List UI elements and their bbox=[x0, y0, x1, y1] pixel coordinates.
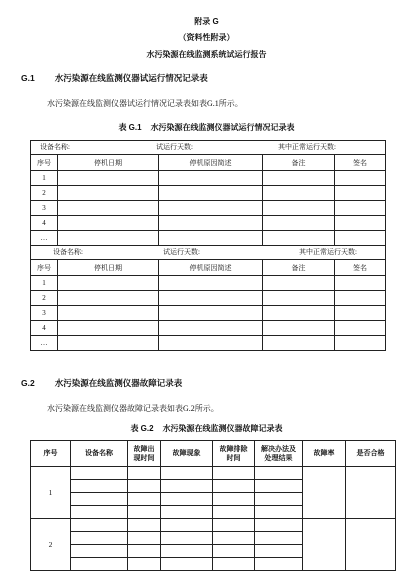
fault-rate-cell bbox=[303, 467, 346, 519]
stop-date-cell bbox=[58, 336, 159, 351]
appendix-label: 附录 G bbox=[194, 17, 219, 26]
qualified-cell bbox=[346, 519, 396, 571]
stop-reason-cell bbox=[159, 276, 263, 291]
row-number: 1 bbox=[31, 171, 58, 186]
appendix-type: （资料性附录） bbox=[178, 33, 235, 42]
trial-days-label: 试运行天数: bbox=[163, 248, 200, 256]
column-header-index: 序号 bbox=[31, 155, 58, 171]
table-row bbox=[31, 231, 386, 246]
column-header-remarks: 备注 bbox=[263, 155, 335, 171]
stop-reason-cell bbox=[159, 291, 263, 306]
table-title: 水污染源在线监测仪器试运行情况记录表 bbox=[150, 123, 295, 132]
device-name-cell bbox=[71, 480, 128, 493]
fault-time-cell bbox=[128, 493, 161, 506]
column-header-device-name: 设备名称 bbox=[71, 441, 128, 467]
normal-days-label: 其中正常运行天数: bbox=[299, 248, 357, 256]
signature-cell bbox=[335, 216, 386, 231]
fault-symptom-cell bbox=[161, 506, 213, 519]
table-row bbox=[31, 186, 386, 201]
remarks-cell bbox=[263, 186, 335, 201]
device-info bbox=[31, 246, 385, 259]
fault-time-cell bbox=[128, 480, 161, 493]
row-number: 3 bbox=[31, 306, 58, 321]
stop-reason-cell bbox=[159, 321, 263, 336]
table-caption-g2 bbox=[0, 424, 413, 434]
stop-date-cell bbox=[58, 231, 159, 246]
remarks-cell bbox=[263, 291, 335, 306]
remarks-cell bbox=[263, 231, 335, 246]
fault-clear-time-cell bbox=[213, 519, 255, 532]
column-header-stop-reason: 停机原因简述 bbox=[159, 155, 263, 171]
fault-time-cell bbox=[128, 545, 161, 558]
fault-symptom-cell bbox=[161, 493, 213, 506]
remarks-cell bbox=[263, 321, 335, 336]
fault-symptom-cell bbox=[161, 532, 213, 545]
device-info-row bbox=[31, 246, 386, 260]
fault-clear-time-cell bbox=[213, 493, 255, 506]
table-row bbox=[31, 291, 386, 306]
stop-reason-cell bbox=[159, 306, 263, 321]
stop-reason-cell bbox=[159, 231, 263, 246]
fault-time-cell bbox=[128, 519, 161, 532]
fault-clear-time-cell bbox=[213, 506, 255, 519]
table-row bbox=[31, 519, 396, 532]
stop-date-cell bbox=[58, 216, 159, 231]
appendix-title: 水污染源在线监测系统试运行报告 bbox=[146, 50, 267, 59]
row-number: … bbox=[31, 231, 58, 246]
fault-time-cell bbox=[128, 558, 161, 571]
device-info-cell bbox=[31, 141, 386, 155]
row-number: 3 bbox=[31, 201, 58, 216]
table-header-row bbox=[31, 441, 396, 467]
stop-reason-cell bbox=[159, 201, 263, 216]
column-header-signature: 签名 bbox=[335, 155, 386, 171]
remarks-cell bbox=[263, 216, 335, 231]
column-header-index: 序号 bbox=[31, 260, 58, 276]
row-number: 2 bbox=[31, 291, 58, 306]
qualified-cell bbox=[346, 467, 396, 519]
section-number: G.2 bbox=[21, 378, 35, 388]
signature-cell bbox=[335, 336, 386, 351]
resolution-cell bbox=[255, 493, 303, 506]
table-g2-group-1 bbox=[31, 467, 396, 519]
table-number: 表 G.1 bbox=[118, 123, 142, 132]
trial-days-label: 试运行天数: bbox=[156, 143, 193, 151]
stop-date-cell bbox=[58, 171, 159, 186]
row-number: … bbox=[31, 336, 58, 351]
row-number: 1 bbox=[31, 276, 58, 291]
table-g2 bbox=[30, 440, 396, 571]
stop-date-cell bbox=[58, 321, 159, 336]
table-number: 表 G.2 bbox=[130, 424, 154, 433]
resolution-cell bbox=[255, 467, 303, 480]
column-header-index: 序号 bbox=[31, 441, 71, 467]
section-intro-g1: 水污染源在线监测仪器试运行情况记录表如表G.1所示。 bbox=[47, 99, 243, 108]
fault-time-cell bbox=[128, 467, 161, 480]
fault-clear-time-cell bbox=[213, 532, 255, 545]
column-header-stop-reason: 停机原因简述 bbox=[159, 260, 263, 276]
signature-cell bbox=[335, 306, 386, 321]
group-number: 2 bbox=[31, 519, 71, 571]
remarks-cell bbox=[263, 336, 335, 351]
column-header-signature: 签名 bbox=[335, 260, 386, 276]
group-number: 1 bbox=[31, 467, 71, 519]
device-name-cell bbox=[71, 506, 128, 519]
remarks-cell bbox=[263, 201, 335, 216]
device-name-cell bbox=[71, 532, 128, 545]
stop-reason-cell bbox=[159, 216, 263, 231]
stop-date-cell bbox=[58, 201, 159, 216]
table-header-row bbox=[31, 260, 386, 276]
section-heading-g1 bbox=[21, 73, 208, 83]
fault-rate-cell bbox=[303, 519, 346, 571]
section-intro-g2: 水污染源在线监测仪器故障记录表如表G.2所示。 bbox=[47, 404, 219, 413]
table-row bbox=[31, 171, 386, 186]
section-title: 水污染源在线监测仪器故障记录表 bbox=[54, 378, 183, 388]
device-name-label: 设备名称: bbox=[40, 143, 70, 151]
signature-cell bbox=[335, 231, 386, 246]
fault-clear-time-cell bbox=[213, 558, 255, 571]
fault-symptom-cell bbox=[161, 519, 213, 532]
signature-cell bbox=[335, 201, 386, 216]
signature-cell bbox=[335, 291, 386, 306]
table-row bbox=[31, 216, 386, 231]
column-header-fault-rate: 故障率 bbox=[303, 441, 346, 467]
resolution-cell bbox=[255, 519, 303, 532]
stop-reason-cell bbox=[159, 336, 263, 351]
row-number: 4 bbox=[31, 321, 58, 336]
resolution-cell bbox=[255, 545, 303, 558]
fault-clear-time-cell bbox=[213, 480, 255, 493]
fault-clear-time-cell bbox=[213, 467, 255, 480]
fault-symptom-cell bbox=[161, 480, 213, 493]
row-number: 4 bbox=[31, 216, 58, 231]
column-header-stop-date: 停机日期 bbox=[58, 260, 159, 276]
remarks-cell bbox=[263, 276, 335, 291]
column-header-stop-date: 停机日期 bbox=[58, 155, 159, 171]
stop-reason-cell bbox=[159, 171, 263, 186]
column-header-resolution: 解决办法及 处理结果 bbox=[255, 441, 303, 467]
resolution-cell bbox=[255, 532, 303, 545]
fault-symptom-cell bbox=[161, 467, 213, 480]
resolution-cell bbox=[255, 558, 303, 571]
resolution-cell bbox=[255, 506, 303, 519]
table-header-row bbox=[31, 155, 386, 171]
column-header-qualified: 是否合格 bbox=[346, 441, 396, 467]
remarks-cell bbox=[263, 171, 335, 186]
normal-days-label: 其中正常运行天数: bbox=[278, 143, 336, 151]
stop-date-cell bbox=[58, 291, 159, 306]
table-row bbox=[31, 467, 396, 480]
table-row bbox=[31, 321, 386, 336]
table-row bbox=[31, 201, 386, 216]
device-name-cell bbox=[71, 519, 128, 532]
table-g1-block-2 bbox=[31, 246, 386, 351]
device-info-row bbox=[31, 141, 386, 155]
device-name-cell bbox=[71, 545, 128, 558]
row-number: 2 bbox=[31, 186, 58, 201]
fault-symptom-cell bbox=[161, 545, 213, 558]
column-header-fault-symptom: 故障现象 bbox=[161, 441, 213, 467]
stop-date-cell bbox=[58, 276, 159, 291]
device-name-label: 设备名称: bbox=[53, 248, 83, 256]
table-row bbox=[31, 336, 386, 351]
signature-cell bbox=[335, 171, 386, 186]
stop-reason-cell bbox=[159, 186, 263, 201]
table-caption-g1 bbox=[0, 123, 413, 133]
resolution-cell bbox=[255, 480, 303, 493]
device-info-cell bbox=[31, 246, 386, 260]
column-header-remarks: 备注 bbox=[263, 260, 335, 276]
stop-date-cell bbox=[58, 306, 159, 321]
signature-cell bbox=[335, 321, 386, 336]
signature-cell bbox=[335, 186, 386, 201]
table-g2-group-2 bbox=[31, 519, 396, 571]
device-info bbox=[31, 141, 385, 154]
column-header-fault-clear-time: 故障排除 时间 bbox=[213, 441, 255, 467]
device-name-cell bbox=[71, 493, 128, 506]
fault-symptom-cell bbox=[161, 558, 213, 571]
fault-clear-time-cell bbox=[213, 545, 255, 558]
fault-time-cell bbox=[128, 532, 161, 545]
table-row bbox=[31, 276, 386, 291]
table-title: 水污染源在线监测仪器故障记录表 bbox=[162, 424, 283, 433]
section-heading-g2 bbox=[21, 378, 182, 388]
table-row bbox=[31, 306, 386, 321]
stop-date-cell bbox=[58, 186, 159, 201]
device-name-cell bbox=[71, 558, 128, 571]
table-g1-block-1 bbox=[31, 141, 386, 246]
column-header-fault-time: 故障出 现时间 bbox=[128, 441, 161, 467]
section-number: G.1 bbox=[21, 73, 35, 83]
section-title: 水污染源在线监测仪器试运行情况记录表 bbox=[54, 73, 208, 83]
table-g1 bbox=[30, 140, 386, 351]
fault-time-cell bbox=[128, 506, 161, 519]
remarks-cell bbox=[263, 306, 335, 321]
device-name-cell bbox=[71, 467, 128, 480]
signature-cell bbox=[335, 276, 386, 291]
